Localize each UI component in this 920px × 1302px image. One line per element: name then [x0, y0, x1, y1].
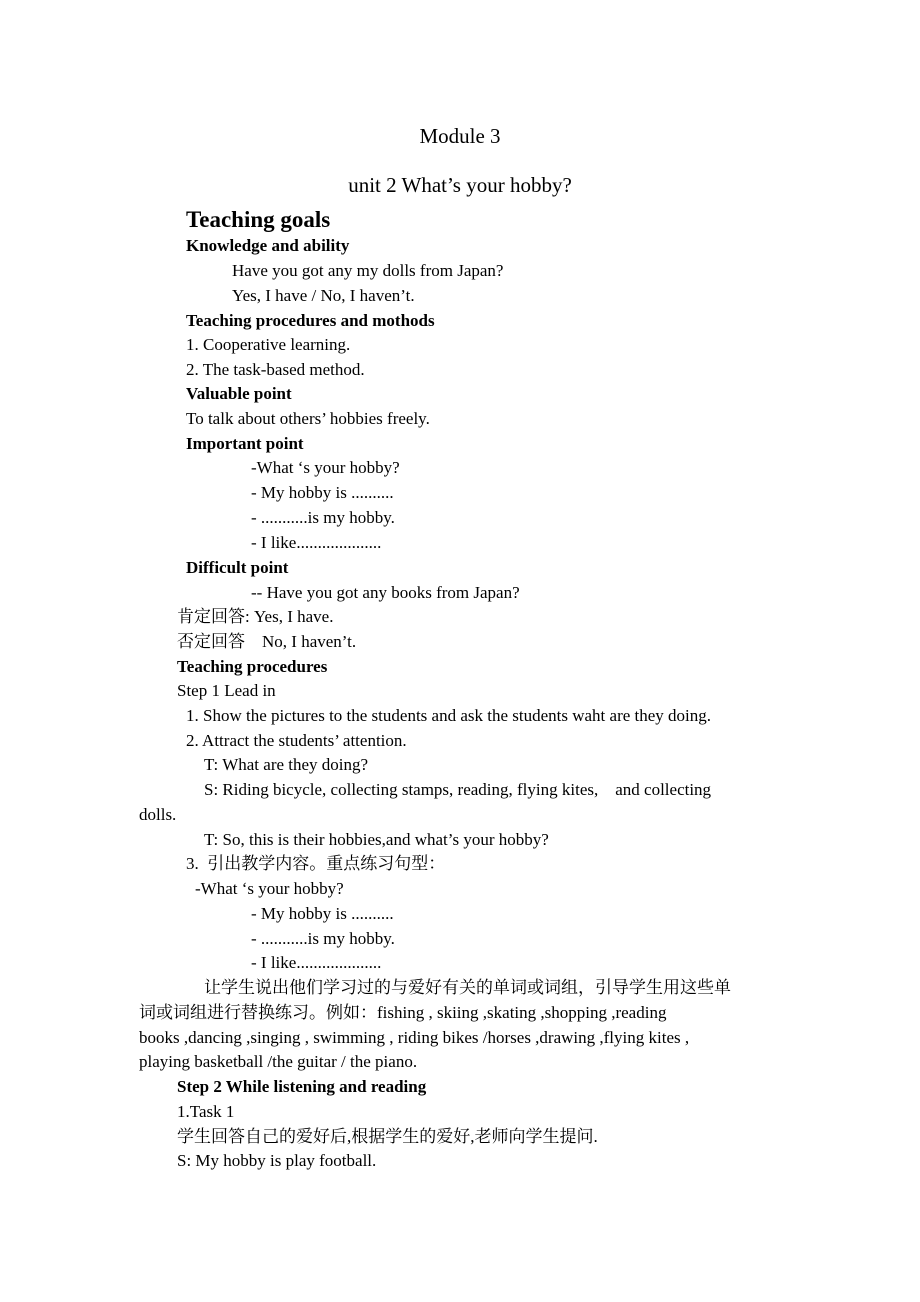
- subheading: Difficult point: [186, 558, 289, 577]
- text-line: 1.Task 1: [177, 1102, 235, 1121]
- text-line: 1. Show the pictures to the students and ask the students waht are they doing.: [186, 706, 712, 725]
- subheading: Step 2 While listening and reading: [177, 1077, 427, 1096]
- subheading: Teaching procedures and mothods: [186, 311, 435, 330]
- section-heading: Teaching goals: [186, 207, 331, 232]
- text-line: 2. Attract the students’ attention.: [186, 731, 407, 750]
- document-title: Module 3: [419, 124, 501, 148]
- text-line: - ...........is my hobby.: [251, 929, 395, 948]
- text-line: - My hobby is ..........: [251, 483, 394, 502]
- text-line: 3. 引出教学内容。重点练习句型：: [186, 854, 446, 873]
- text-line: playing basketball /the guitar / the piano.: [139, 1052, 418, 1071]
- text-line: Have you got any my dolls from Japan?: [232, 261, 504, 280]
- text-line: Yes, I have / No, I haven’t.: [232, 286, 415, 305]
- text-line: 否定回答 No, I haven’t.: [177, 632, 357, 651]
- text-line: -- Have you got any books from Japan?: [251, 583, 520, 602]
- text-line: T: What are they doing?: [204, 755, 369, 774]
- document-subtitle: unit 2 What’s your hobby?: [348, 173, 572, 197]
- text-line: Step 1 Lead in: [177, 681, 276, 700]
- text-line: 1. Cooperative learning.: [186, 335, 351, 354]
- subheading: Important point: [186, 434, 304, 453]
- text-line: 让学生说出他们学习过的与爱好有关的单词或词组，引导学生用这些单: [204, 978, 731, 997]
- subheading: Teaching procedures: [177, 657, 328, 676]
- text-line: dolls.: [139, 805, 177, 824]
- text-line: 词或词组进行替换练习。例如：fishing , skiing ,skating ,shopping ,reading: [139, 1003, 667, 1022]
- text-line: 学生回答自己的爱好后,根据学生的爱好,老师向学生提问.: [177, 1127, 598, 1146]
- subheading: Valuable point: [186, 384, 292, 403]
- text-line: -What ‘s your hobby?: [251, 458, 400, 477]
- text-line: - ...........is my hobby.: [251, 508, 395, 527]
- text-line: 肯定回答: Yes, I have.: [177, 607, 334, 626]
- text-line: - My hobby is ..........: [251, 904, 394, 923]
- text-line: books ,dancing ,singing , swimming , riding bikes /horses ,drawing ,flying kites ,: [139, 1028, 690, 1047]
- text-line: - I like....................: [251, 533, 382, 552]
- text-line: 2. The task-based method.: [186, 360, 365, 379]
- text-line: T: So, this is their hobbies,and what’s your hobby?: [204, 830, 549, 849]
- text-line: - I like....................: [251, 953, 382, 972]
- text-line: -What ‘s your hobby?: [195, 879, 344, 898]
- text-line: S: My hobby is play football.: [177, 1151, 377, 1170]
- text-line: To talk about others’ hobbies freely.: [186, 409, 430, 428]
- text-line: S: Riding bicycle, collecting stamps, reading, flying kites, and collecting: [204, 780, 712, 799]
- subheading: Knowledge and ability: [186, 236, 350, 255]
